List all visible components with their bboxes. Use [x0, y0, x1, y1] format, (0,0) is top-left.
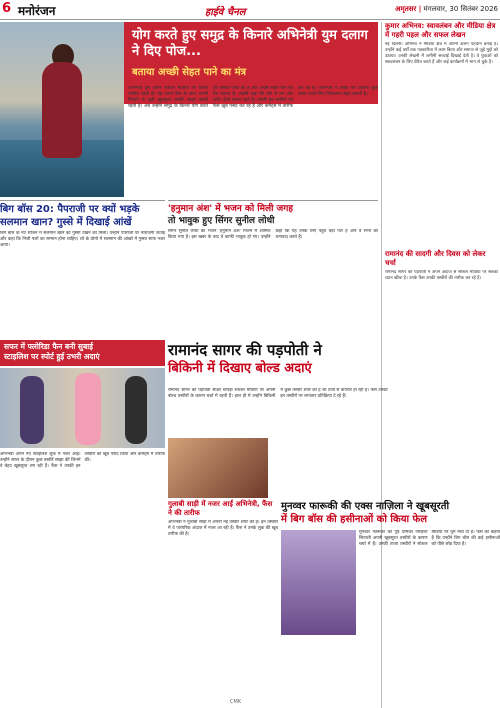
bhajan-body: सिंगर सुनील लोधी का भजन 'हनुमान अंश' फिल्म में शामिल किया गया है। इस खबर के बाद वे काफी भावुक हो गए। उन्होंने कहा कि यह उनके लिए बहुत बड़ा पल है और वे सभी का धन्यवाद करते हैं। [168, 229, 378, 240]
munmun-photo [281, 530, 356, 635]
page-number: 6 [2, 1, 12, 16]
bhajan-headline [168, 201, 378, 229]
date-text: मंगलवार, 30 सितंबर 2026 [423, 5, 498, 13]
ramanand-photo [168, 438, 268, 498]
munmun-headline: मुनव्वर फारूकी की एक्स नाज़िला ने खूबसूरती [281, 501, 450, 512]
yoga-photo [0, 22, 124, 197]
munmun-headline-2: में बिग बॉस की हसीनाओं को किया फेल [281, 514, 428, 525]
gulabi-article [168, 500, 278, 708]
right-text-2: रामानंद सागर की पड़पोती ने अपने अंदाज से सोशल मीडिया पर सबका ध्यान खींचा है। उनके फैंस उनकी तस्वीरों की तारीफ कर रहे हैं। [385, 270, 498, 281]
bigboss-headline: बिग बॉस 20: पैपराजी पर क्यों भड़के सलमान खान? गुस्से में दिखाई आंखें [0, 204, 140, 228]
ramanand-article [168, 340, 378, 385]
munmun-article [281, 500, 500, 708]
munmun-body: मुनव्वर फारूकी की पूर्व प्रेमिका नाज़िला सिताशी अपनी खूबसूरत तस्वीरों के कारण चर्चा में हैं। उनकी ताजा तस्वीरों ने सोशल मीडिया पर धूम मचा दी है। फैंस का कहना है कि उन्होंने बिग बॉस की कई हसीनाओं को पीछे छोड़ दिया है। [359, 530, 500, 547]
yoga-subhead: बताया अच्छी सेहत पाने का मंत्र [132, 67, 247, 78]
masthead [0, 0, 500, 20]
bhajan-headline-a: 'हनुमान अंश' में भजन को मिली जगह [168, 204, 294, 214]
red-tag-line2: स्टाइलिश पर स्पोर्ट हुई उभरी अदाएं [4, 352, 100, 361]
ramanand-body: रामानंद सागर की पड़पोती साक्षी चोपड़ा सोशल मीडिया पर अपनी बोल्ड तस्वीरों के कारण चर्चा में रहती हैं। हाल ही में उन्होंने बिकिनी में कुछ तस्वीरें शेयर की हैं जो तेजी से वायरल हो रही हैं। फैंस उनकी इन तस्वीरों पर लगातार प्रतिक्रिया दे रहे हैं। [168, 388, 388, 399]
right-text-1: नई दिल्ली। अभिनव ने मीडिया क्षेत्र में अपनी अलग पहचान बनाई है। उन्होंने कई वर्षों तक पत्रकारिता में काम किया और समाज से जुड़े मुद्दों को उठाया। उनकी लेखनी में जमीनी सच्चाई दिखाई देती है। वे युवाओं को स्वावलंबन के लिए प्रेरित करते हैं और कई कार्यक्रमों में भाग ले चुके हैं। [385, 42, 498, 65]
right-headline-1: कुमार अभिनव: स्वावलंबन और मीडिया क्षेत्र में गहरी पहल और सफल लेखन [385, 22, 496, 39]
print-mark: CMK [230, 699, 242, 705]
bhajan-article [168, 200, 378, 335]
edition-date [395, 5, 498, 14]
red-tag [0, 340, 165, 366]
lady-photo [0, 368, 165, 448]
bigboss-article [0, 200, 165, 335]
gulabi-headline: गुलाबी साड़ी में नजर आईं अभिनेत्री, फैंस ने की तारीफ [168, 500, 273, 517]
bhajan-headline-b: तो भावुक हुए सिंगर सुनील लोधी [168, 216, 275, 226]
yoga-headline: योग करते हुए समुद्र के किनारे अभिनेत्री युम दलाग ने दिए पोज... [132, 28, 368, 59]
channel-title: हाईवे चैनल [205, 7, 246, 18]
ramanand-headline: रामानंद सागर की पड़पोती ने [168, 341, 322, 359]
section-title: मनोरंजन [18, 4, 56, 18]
right-headline-2: रामानंद की सादगी और दिवस को लेकर चर्चा [385, 250, 486, 267]
lady-body: अभिनेत्री अपने नए स्टाइलिश लुक में नजर आईं। उन्होंने सफर के दौरान कुछ तस्वीरें साझा कीं जिनमें वे बेहद खूबसूरत लग रही हैं। फैंस ने उनकी इन तस्वीरों को खूब पसंद किया और कमेंट्स में तारीफ की। [0, 452, 165, 469]
gulabi-body: अभिनेत्री ने गुलाबी साड़ी में अपनी नई तस्वीरें शेयर की हैं। इन तस्वीरों में वे पारंपरिक अंदाज में नजर आ रही हैं। फैंस ने उनके लुक की खूब तारीफ की है। [168, 520, 278, 537]
edition-place: अमृतसर | [395, 5, 422, 13]
red-tag-line1: सफर में फ्लोरिडा फैन बनी सुबाई [4, 342, 93, 351]
yoga-body: अभिनेत्री युम दलाग सोशल मीडिया पर काफी एक्टिव रहती हैं। वह अपने फैंस के साथ अपनी जिंदगी से जुड़ी खूबसूरत तस्वीरें साझा करती रहती हैं। अब उन्होंने समुद्र के किनारे योग करते हुए तस्वीरें पोस्ट की हैं और अच्छी सेहत पाने का मंत्र बताया है। उन्होंने कहा कि योग से मन और शरीर दोनों स्वस्थ रहते हैं। उनकी इन तस्वीरों को फैंस खूब पसंद कर रहे हैं और कमेंट्स में तारीफ कर रहे हैं। अभिनेत्री ने लिखा कि रोजाना कुछ समय अपने लिए निकालना बेहद जरूरी है। [128, 86, 378, 110]
bigboss-body: बिग बॉस के नए सीजन में सलमान खान का गुस्सा देखने को मिला। उन्होंने पैपराजी पर नाराजगी जताई और कहा कि निजी पलों का सम्मान होना चाहिए। शो के प्रोमो में सलमान की आंखों में गुस्सा साफ नजर आया। [0, 231, 165, 248]
ramanand-headline-2: बिकिनी में दिखाए बोल्ड अदाएं [168, 361, 312, 376]
